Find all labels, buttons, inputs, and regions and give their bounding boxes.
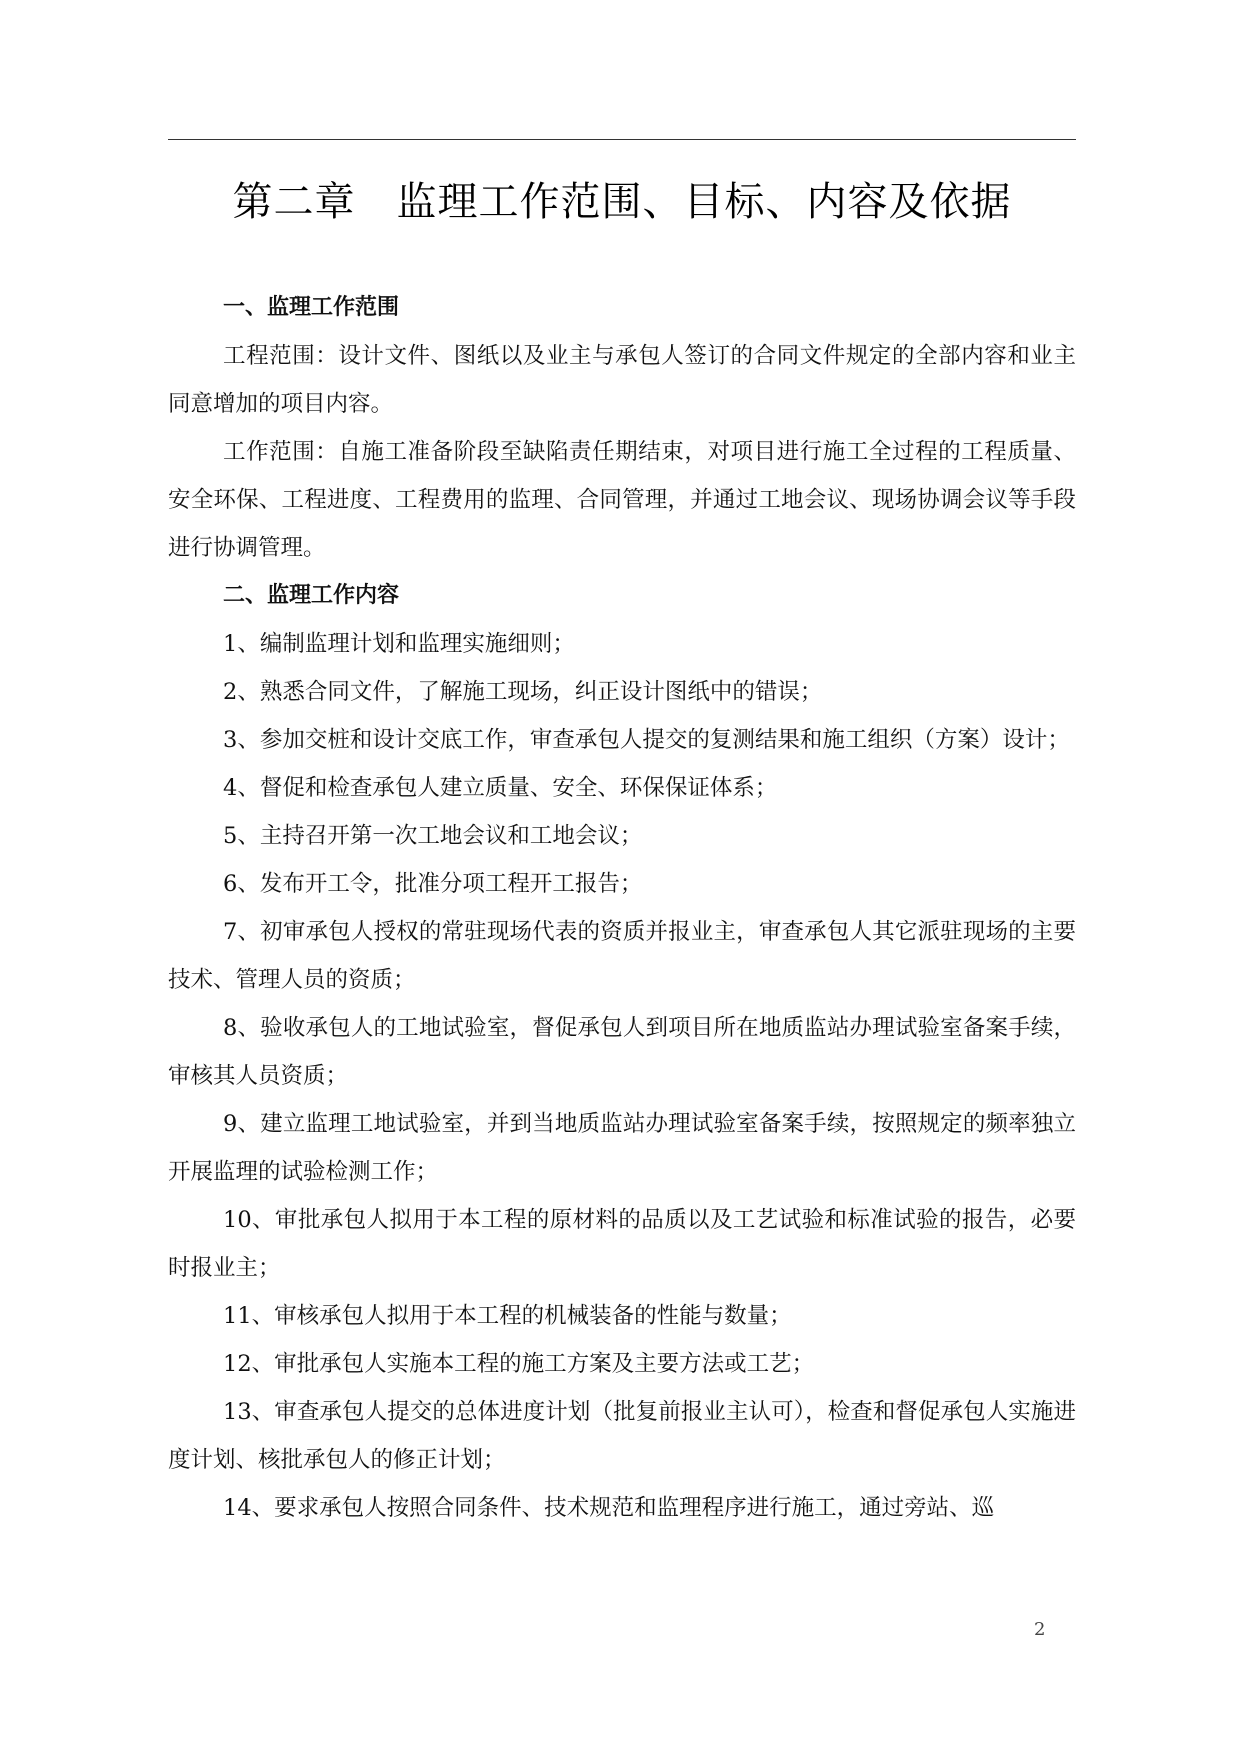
list-item: 9、建立监理工地试验室，并到当地质监站办理试验室备案手续，按照规定的频率独立开展监理的试验检测工作； [168,1111,1076,1185]
section-heading: 二、监理工作内容 [223,583,400,608]
list-item: 2、熟悉合同文件，了解施工现场，纠正设计图纸中的错误； [223,679,823,705]
list-item: 8、验收承包人的工地试验室，督促承包人到项目所在地质监站办理试验室备案手续，审核其人员资质； [168,1015,1076,1089]
list-item: 12、审批承包人实施本工程的施工方案及主要方法或工艺； [223,1351,815,1377]
header-rule [168,139,1076,140]
list-item: 11、审核承包人拟用于本工程的机械装备的性能与数量； [223,1303,792,1329]
list-item: 14、要求承包人按照合同条件、技术规范和监理程序进行施工，通过旁站、巡 [223,1495,995,1521]
list-item: 4、督促和检查承包人建立质量、安全、环保保证体系； [223,775,778,801]
paragraph: 工作范围：自施工准备阶段至缺陷责任期结束，对项目进行施工全过程的工程质量、安全环保、工程进度、工程费用的监理、合同管理，并通过工地会议、现场协调会议等手段进行协调管理。 [168,439,1076,561]
document-body [168,284,1076,1532]
list-item: 6、发布开工令，批准分项工程开工报告； [223,871,643,897]
paragraph: 工程范围：设计文件、图纸以及业主与承包人签订的合同文件规定的全部内容和业主同意增加的项目内容。 [168,343,1076,417]
list-item: 13、审查承包人提交的总体进度计划（批复前报业主认可），检查和督促承包人实施进度计划、核批承包人的修正计划； [168,1399,1076,1473]
list-item: 7、初审承包人授权的常驻现场代表的资质并报业主，审查承包人其它派驻现场的主要技术、管理人员的资质； [168,919,1076,993]
list-item: 3、参加交桩和设计交底工作，审查承包人提交的复测结果和施工组织（方案）设计； [223,727,1070,753]
section-heading: 一、监理工作范围 [223,295,400,320]
list-item: 5、主持召开第一次工地会议和工地会议； [223,823,643,849]
list-item: 10、审批承包人拟用于本工程的原材料的品质以及工艺试验和标准试验的报告，必要时报业主； [168,1207,1076,1281]
list-item: 1、编制监理计划和监理实施细则； [223,631,575,657]
page-number: 2 [1034,1619,1046,1640]
chapter-title: 第二章 监理工作范围、目标、内容及依据 [232,179,1012,225]
